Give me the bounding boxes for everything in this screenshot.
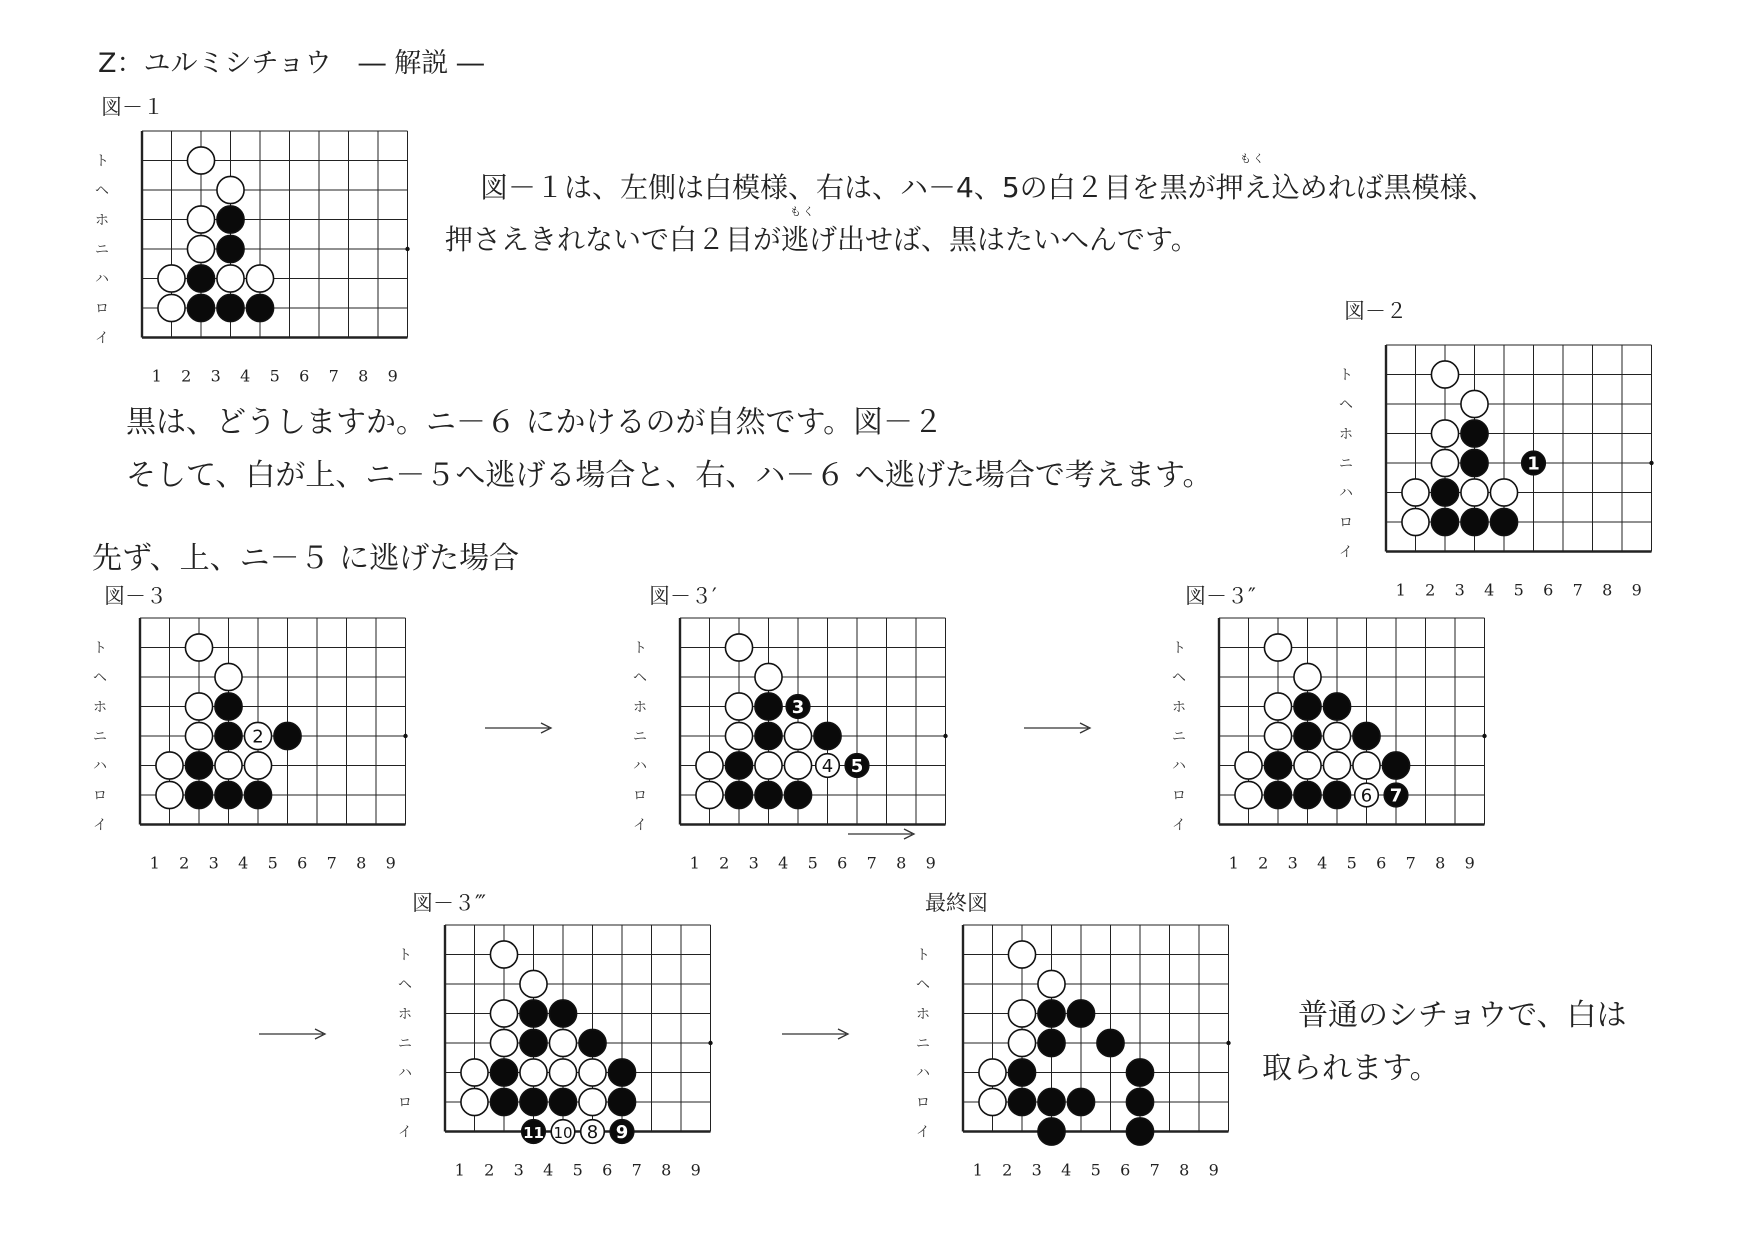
- white-stone: [244, 752, 271, 779]
- row-label: ロ: [916, 1095, 930, 1111]
- white-stone: [1264, 722, 1291, 749]
- col-label: 5: [572, 1160, 583, 1180]
- col-label: 5: [807, 853, 818, 873]
- board-svg: [1172, 618, 1495, 873]
- white-stone: [187, 147, 214, 174]
- row-label: ト: [1339, 367, 1353, 384]
- white-stone: [1264, 634, 1291, 661]
- black-stone: [579, 1029, 606, 1056]
- white-stone: [979, 1059, 1006, 1086]
- row-label: イ: [633, 817, 647, 834]
- arrow-right-icon: [485, 718, 555, 738]
- black-stone: [215, 781, 242, 808]
- col-label: 7: [1405, 853, 1416, 873]
- col-label: 8: [1602, 580, 1613, 600]
- col-label: 2: [1258, 853, 1269, 873]
- row-label: ロ: [1172, 788, 1186, 804]
- white-stone: [1461, 479, 1488, 506]
- black-stone: [1323, 781, 1350, 808]
- row-label: ハ: [398, 1065, 412, 1082]
- white-stone: [1431, 420, 1458, 447]
- col-label: 9: [1464, 853, 1475, 873]
- black-stone: [1431, 479, 1458, 506]
- col-label: 2: [181, 366, 192, 386]
- white-stone: [1490, 479, 1517, 506]
- row-label: ロ: [95, 301, 109, 317]
- col-label: 3: [513, 1160, 524, 1180]
- white-stone: [215, 663, 242, 690]
- col-label: 2: [179, 853, 190, 873]
- row-label: ハ: [95, 271, 109, 288]
- white-stone: [1402, 508, 1429, 535]
- star-point: [708, 1041, 712, 1045]
- fig3a-label: 図－３′: [649, 584, 717, 608]
- black-stone: [1264, 781, 1291, 808]
- white-stone: [187, 206, 214, 233]
- white-stone: [1235, 752, 1262, 779]
- star-point: [405, 247, 409, 251]
- white-stone: [1402, 479, 1429, 506]
- white-stone: [579, 1059, 606, 1086]
- col-label: 3: [1031, 1160, 1042, 1180]
- black-stone: [1490, 508, 1517, 535]
- col-label: 6: [297, 853, 308, 873]
- star-point: [403, 734, 407, 738]
- row-label: ハ: [93, 758, 107, 775]
- col-label: 5: [1346, 853, 1357, 873]
- col-label: 1: [151, 366, 162, 386]
- black-stone: [1461, 449, 1488, 476]
- col-label: 9: [387, 366, 398, 386]
- white-stone: [1323, 722, 1350, 749]
- white-stone: [725, 634, 752, 661]
- black-stone: [215, 693, 242, 720]
- row-label: ロ: [93, 788, 107, 804]
- black-stone: [814, 722, 841, 749]
- black-stone: [1126, 1088, 1153, 1115]
- star-point: [1649, 461, 1653, 465]
- col-label: 3: [208, 853, 219, 873]
- page-title: Z：ユルミシチョウ ― 解説 ―: [98, 48, 484, 79]
- black-stone: [1264, 752, 1291, 779]
- black-stone: [1008, 1059, 1035, 1086]
- row-label: ヘ: [633, 670, 647, 686]
- row-label: ホ: [633, 699, 647, 716]
- black-stone: [520, 1029, 547, 1056]
- row-label: イ: [95, 330, 109, 347]
- arrow-right-icon: [259, 1024, 329, 1044]
- row-label: イ: [1172, 817, 1186, 834]
- black-stone: [1294, 722, 1321, 749]
- arrow-right-icon: [1024, 718, 1094, 738]
- row-label: ト: [95, 153, 109, 170]
- black-stone: [1126, 1118, 1153, 1145]
- col-label: 9: [690, 1160, 701, 1180]
- white-stone: [1431, 361, 1458, 388]
- black-stone: [490, 1059, 517, 1086]
- white-stone: [1008, 941, 1035, 968]
- row-label: ロ: [633, 788, 647, 804]
- col-label: 8: [1435, 853, 1446, 873]
- move-number: 7: [1389, 785, 1403, 807]
- white-stone: [549, 1059, 576, 1086]
- move-number: 3: [791, 697, 805, 718]
- white-stone: [1461, 390, 1488, 417]
- row-label: ロ: [398, 1095, 412, 1111]
- black-stone: [1126, 1059, 1153, 1086]
- board-svg: [398, 925, 721, 1180]
- black-stone: [549, 1088, 576, 1115]
- col-label: 5: [267, 853, 278, 873]
- col-label: 9: [1208, 1160, 1219, 1180]
- white-stone: [1235, 781, 1262, 808]
- col-label: 7: [328, 366, 339, 386]
- col-label: 6: [1376, 853, 1387, 873]
- question-line-1: 黒は、どうしますか。ニ－６ にかけるのが自然です。図－２: [126, 405, 944, 440]
- star-point: [1226, 1041, 1230, 1045]
- row-label: ヘ: [398, 977, 412, 993]
- black-stone: [755, 781, 782, 808]
- fig1-label: 図－１: [101, 95, 164, 119]
- white-stone: [185, 634, 212, 661]
- go-board-fig3b: [1172, 618, 1495, 873]
- row-label: ヘ: [1339, 397, 1353, 413]
- col-label: 8: [1179, 1160, 1190, 1180]
- col-label: 3: [210, 366, 221, 386]
- col-label: 8: [356, 853, 367, 873]
- black-stone: [187, 265, 214, 292]
- black-stone: [1294, 781, 1321, 808]
- col-label: 4: [1317, 853, 1328, 873]
- conclusion-line-1: 普通のシチョウで、白は: [1298, 998, 1627, 1033]
- white-stone: [1008, 1029, 1035, 1056]
- col-label: 5: [1090, 1160, 1101, 1180]
- col-label: 6: [837, 853, 848, 873]
- black-stone: [274, 722, 301, 749]
- row-label: ヘ: [93, 670, 107, 686]
- black-stone: [1038, 1088, 1065, 1115]
- white-stone: [520, 970, 547, 997]
- col-label: 9: [1631, 580, 1642, 600]
- row-label: ホ: [1172, 699, 1186, 716]
- col-label: 4: [238, 853, 249, 873]
- arrow-right-icon: [782, 1024, 852, 1044]
- black-stone: [549, 1000, 576, 1027]
- go-board-fig3: [93, 618, 416, 873]
- white-stone: [696, 781, 723, 808]
- row-label: イ: [916, 1124, 930, 1141]
- move-number: 11: [523, 1124, 544, 1142]
- col-label: 4: [1061, 1160, 1072, 1180]
- board-svg: [916, 925, 1239, 1180]
- black-stone: [1097, 1029, 1124, 1056]
- intro-line-1: 図－１は、左側は白模様、右は、ハ－4、5の白２目を黒が押え込めれば黒模様、: [480, 171, 1496, 204]
- row-label: ハ: [1172, 758, 1186, 775]
- col-label: 9: [925, 853, 936, 873]
- go-board-fig2: [1339, 345, 1662, 600]
- move-number: 5: [850, 756, 864, 777]
- black-stone: [608, 1088, 635, 1115]
- go-board-fig3a: [633, 618, 956, 873]
- white-stone: [217, 265, 244, 292]
- go-board-fig3c: [398, 925, 721, 1180]
- white-stone: [158, 294, 185, 321]
- row-label: ニ: [398, 1036, 412, 1052]
- move-number: 8: [586, 1122, 599, 1143]
- black-stone: [217, 206, 244, 233]
- board-svg: [633, 618, 956, 873]
- col-label: 3: [1454, 580, 1465, 600]
- row-label: ハ: [916, 1065, 930, 1082]
- ruby-moku-1: もく: [1240, 152, 1266, 165]
- row-label: ホ: [916, 1006, 930, 1023]
- row-label: ト: [633, 640, 647, 657]
- row-label: ニ: [1172, 729, 1186, 745]
- col-label: 6: [1120, 1160, 1131, 1180]
- black-stone: [784, 781, 811, 808]
- white-stone: [490, 1000, 517, 1027]
- row-label: イ: [93, 817, 107, 834]
- escape-arrow-icon: [848, 824, 918, 844]
- row-label: ニ: [916, 1036, 930, 1052]
- white-stone: [1264, 693, 1291, 720]
- black-stone: [217, 235, 244, 262]
- move-number: 10: [553, 1124, 573, 1142]
- star-point: [943, 734, 947, 738]
- move-number: 9: [615, 1122, 629, 1143]
- black-stone: [217, 294, 244, 321]
- white-stone: [755, 663, 782, 690]
- white-stone: [215, 752, 242, 779]
- black-stone: [1353, 722, 1380, 749]
- black-stone: [215, 722, 242, 749]
- fig2-label: 図－２: [1344, 299, 1407, 323]
- white-stone: [490, 1029, 517, 1056]
- black-stone: [1038, 1000, 1065, 1027]
- col-label: 7: [1149, 1160, 1160, 1180]
- black-stone: [246, 294, 273, 321]
- col-label: 8: [358, 366, 369, 386]
- move-number: 6: [1360, 785, 1373, 807]
- row-label: イ: [1339, 544, 1353, 561]
- black-stone: [1038, 1118, 1065, 1145]
- row-label: ヘ: [1172, 670, 1186, 686]
- board-svg: [93, 618, 416, 873]
- row-label: ホ: [95, 212, 109, 229]
- col-label: 1: [1228, 853, 1239, 873]
- black-stone: [1038, 1029, 1065, 1056]
- black-stone: [608, 1059, 635, 1086]
- white-stone: [1431, 449, 1458, 476]
- black-stone: [1323, 693, 1350, 720]
- black-stone: [185, 752, 212, 779]
- row-label: ホ: [398, 1006, 412, 1023]
- black-stone: [520, 1000, 547, 1027]
- col-label: 5: [1513, 580, 1524, 600]
- black-stone: [725, 781, 752, 808]
- black-stone: [755, 693, 782, 720]
- row-label: ヘ: [916, 977, 930, 993]
- col-label: 7: [326, 853, 337, 873]
- col-label: 1: [149, 853, 160, 873]
- final-label: 最終図: [925, 891, 988, 915]
- col-label: 6: [1543, 580, 1554, 600]
- black-stone: [725, 752, 752, 779]
- white-stone: [1008, 1000, 1035, 1027]
- white-stone: [784, 752, 811, 779]
- row-label: イ: [398, 1124, 412, 1141]
- col-label: 2: [484, 1160, 495, 1180]
- black-stone: [244, 781, 271, 808]
- col-label: 6: [299, 366, 310, 386]
- black-stone: [1067, 1000, 1094, 1027]
- row-label: ハ: [1339, 485, 1353, 502]
- white-stone: [755, 752, 782, 779]
- row-label: ハ: [633, 758, 647, 775]
- col-label: 5: [269, 366, 280, 386]
- black-stone: [520, 1088, 547, 1115]
- col-label: 4: [778, 853, 789, 873]
- go-board-final: [916, 925, 1239, 1180]
- white-stone: [579, 1088, 606, 1115]
- row-label: ニ: [95, 242, 109, 258]
- white-stone: [1323, 752, 1350, 779]
- row-label: ヘ: [95, 183, 109, 199]
- row-label: ト: [93, 640, 107, 657]
- col-label: 4: [240, 366, 251, 386]
- fig3c-label: 図－３‴: [412, 891, 486, 915]
- black-stone: [1461, 420, 1488, 447]
- fig3-label: 図－３: [104, 584, 167, 608]
- row-label: ホ: [93, 699, 107, 716]
- white-stone: [784, 722, 811, 749]
- col-label: 7: [1572, 580, 1583, 600]
- white-stone: [490, 941, 517, 968]
- col-label: 3: [1287, 853, 1298, 873]
- case-heading: 先ず、上、ニ－５ に逃げた場合: [92, 541, 520, 576]
- white-stone: [185, 722, 212, 749]
- black-stone: [755, 722, 782, 749]
- white-stone: [1038, 970, 1065, 997]
- move-number: 1: [1527, 453, 1540, 475]
- row-label: ト: [398, 947, 412, 964]
- white-stone: [158, 265, 185, 292]
- black-stone: [1461, 508, 1488, 535]
- white-stone: [979, 1088, 1006, 1115]
- white-stone: [725, 722, 752, 749]
- col-label: 1: [689, 853, 700, 873]
- white-stone: [461, 1059, 488, 1086]
- white-stone: [217, 176, 244, 203]
- white-stone: [187, 235, 214, 262]
- go-board-fig1: [95, 131, 418, 386]
- board-svg: [95, 131, 418, 386]
- white-stone: [156, 752, 183, 779]
- col-label: 2: [719, 853, 730, 873]
- row-label: ホ: [1339, 426, 1353, 443]
- star-point: [1482, 734, 1486, 738]
- move-number: 4: [821, 756, 834, 777]
- row-label: ロ: [1339, 515, 1353, 531]
- board-svg: [1339, 345, 1662, 600]
- conclusion-line-2: 取られます。: [1262, 1051, 1440, 1086]
- col-label: 1: [972, 1160, 983, 1180]
- col-label: 4: [543, 1160, 554, 1180]
- col-label: 1: [1395, 580, 1406, 600]
- white-stone: [246, 265, 273, 292]
- white-stone: [725, 693, 752, 720]
- row-label: ニ: [1339, 456, 1353, 472]
- white-stone: [1294, 663, 1321, 690]
- move-number: 2: [252, 726, 264, 748]
- black-stone: [187, 294, 214, 321]
- ruby-moku-2: もく: [790, 205, 816, 218]
- white-stone: [185, 693, 212, 720]
- fig3b-label: 図－３″: [1185, 584, 1256, 608]
- black-stone: [1294, 693, 1321, 720]
- col-label: 7: [866, 853, 877, 873]
- col-label: 8: [661, 1160, 672, 1180]
- white-stone: [1353, 752, 1380, 779]
- col-label: 8: [896, 853, 907, 873]
- black-stone: [1008, 1088, 1035, 1115]
- black-stone: [1382, 752, 1409, 779]
- row-label: ト: [916, 947, 930, 964]
- white-stone: [1294, 752, 1321, 779]
- question-line-2: そして、白が上、ニ－５へ逃げる場合と、右、ハ－６ へ逃げた場合で考えます。: [126, 458, 1213, 493]
- col-label: 1: [454, 1160, 465, 1180]
- col-label: 2: [1002, 1160, 1013, 1180]
- col-label: 6: [602, 1160, 613, 1180]
- col-label: 9: [385, 853, 396, 873]
- intro-line-2: 押さえきれないで白２目が逃げ出せば、黒はたいへんです。: [445, 223, 1199, 256]
- row-label: ニ: [93, 729, 107, 745]
- col-label: 7: [631, 1160, 642, 1180]
- black-stone: [1431, 508, 1458, 535]
- black-stone: [1067, 1088, 1094, 1115]
- black-stone: [490, 1088, 517, 1115]
- white-stone: [696, 752, 723, 779]
- col-label: 4: [1484, 580, 1495, 600]
- white-stone: [520, 1059, 547, 1086]
- col-label: 3: [748, 853, 759, 873]
- white-stone: [549, 1029, 576, 1056]
- white-stone: [156, 781, 183, 808]
- col-label: 2: [1425, 580, 1436, 600]
- black-stone: [185, 781, 212, 808]
- row-label: ニ: [633, 729, 647, 745]
- white-stone: [461, 1088, 488, 1115]
- row-label: ト: [1172, 640, 1186, 657]
